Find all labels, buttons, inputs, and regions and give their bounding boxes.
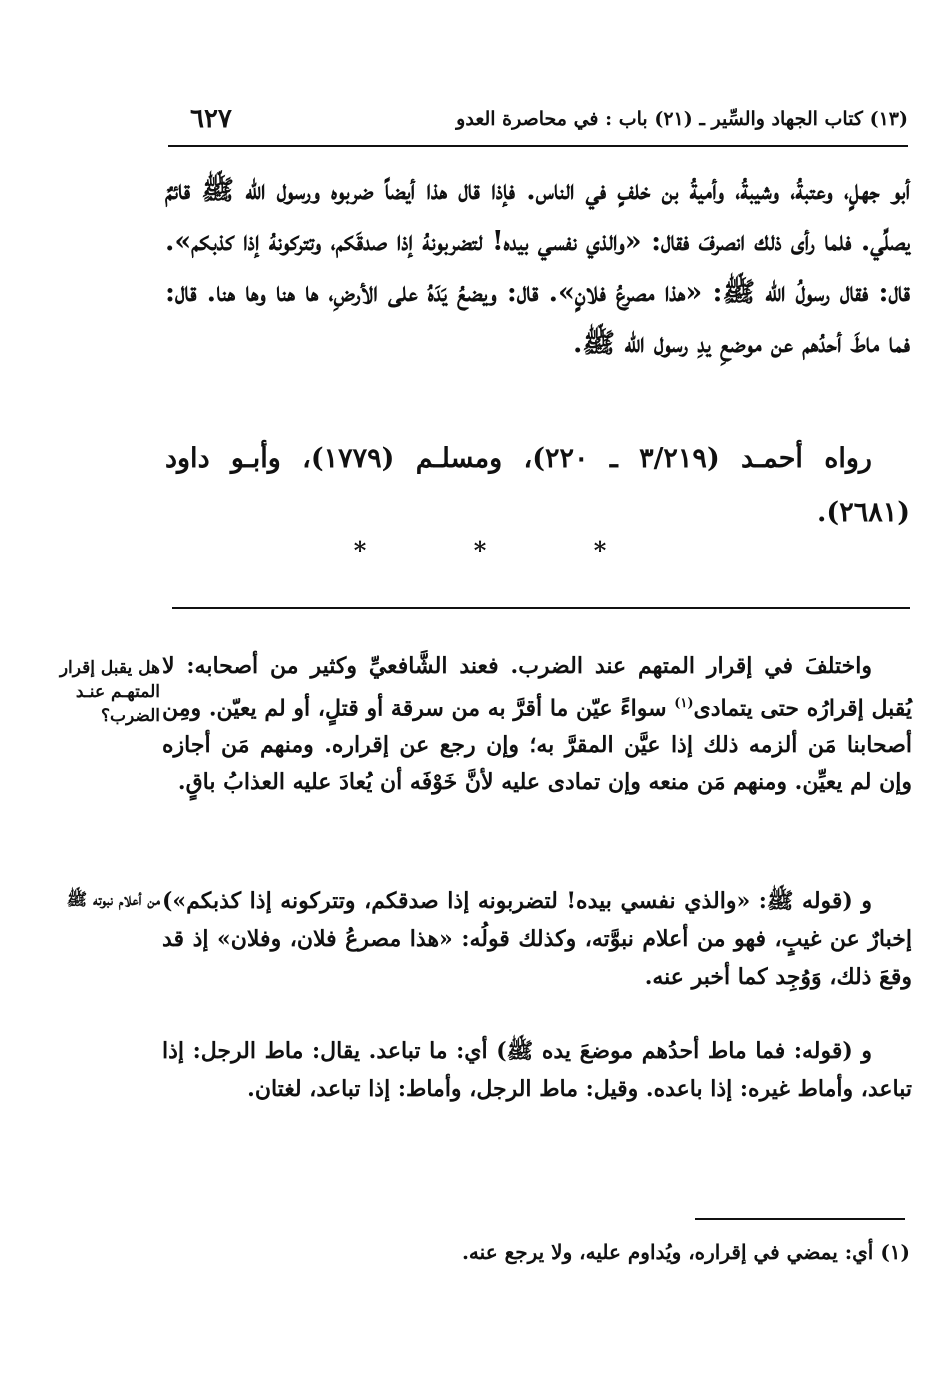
footnote: (١) أي: يمضي في إقراره، ويُداوم عليه، ولا يرجع عنه. <box>461 1240 910 1264</box>
commentary-paragraph <box>162 882 912 996</box>
section-separator <box>300 536 660 565</box>
star-ornament: * <box>473 536 487 565</box>
commentary-text: واختلفَ في إقرار المتهم عند الضرب. فعند الشَّافعيِّ وكثير من أصحابه: لا يُقبل إقرارُه حتى يتمادى <box>162 653 912 722</box>
star-ornament: * <box>353 536 367 565</box>
commentary-paragraph <box>162 1032 912 1108</box>
footnote-rule <box>695 1218 905 1220</box>
margin-note: هل يقبل إقرار المتهـم عنـد الضرب؟ <box>59 658 160 726</box>
commentary-paragraph <box>162 648 912 801</box>
footnote-reference[interactable]: (١) <box>674 696 694 711</box>
page-number: ٦٢٧ <box>190 104 232 134</box>
margin-note: من أعلام نبوته ﷺ <box>66 890 160 910</box>
header-title: (١٣) كتاب الجهاد والسِّير ـ (٢١) باب : في محاصرة العدو <box>456 108 908 130</box>
header-rule <box>168 145 908 147</box>
page-header <box>168 102 908 142</box>
hadith-source <box>165 432 910 540</box>
commentary-text: و (قوله ﷺ: «والذي نفسي بيده! لتضربونه إذا صدقكم، وتتركونه إذا كذبكم») إخبارٌ عن غيبٍ، فهو من أعلام نبوَّته، وكذلك قولُه: «هذا مصرعُ فلان، وفلان» إذ قد وقعَ ذلك، وَوُجِد كما أخبر عنه. <box>162 888 912 990</box>
source-text: رواه أحمـد (٣/٢١٩ ـ ٢٢٠)، ومسلـم (١٧٧٩)، وأبـو داود (٢٦٨١). <box>165 443 910 528</box>
commentary-text: و (قوله: فما ماط أحدُهم موضعَ يده ﷺ) أي: ما تباعد. يقال: ماط الرجل: إذا تباعد، وأماط غيره: إذا باعده. وقيل: ماط الرجل، وأماط: إذا تباعد، لغتان. <box>162 1038 912 1102</box>
hadith-text: أبو جهلٍ، وعتبةُ، وشيبةُ، وأميةُ بن خلفٍ في الناس. فإذا قال هذا أيضاً ضربوه ورسول الله ﷺ قائمٌ يصلِّي. فلما رأى ذلك انصرفَ فقال: «والذي نفسي بيده! لتضربونهُ إذا صدقَكم، وتتركونهُ إذا كذبكم». قال: فقال رسولُ الله ﷺ: «هذا مصرعُ فلانٍ». قال: ويضعُ يَدَهُ على الأرضِ، ها هنا وها هنا. قال: فما ماطَ أحدُهم عن موضعِ يدِ رسول الله ﷺ. <box>165 175 910 359</box>
commentary-text: سواءً عيّن ما أقرَّ به من سرقة أو قتلٍ، أو لم يعيّن. ومِن أصحابنا مَن ألزمه ذلك إذا عيَّن المقرَّ به؛ وإن رجع عن إقراره. ومنهم مَن أجازه وإن لم يعيِّن. ومنهم مَن منعه وإن تمادى عليه لأنَّ خَوْفَه أن يُعادَ عليه العذابُ باقٍ. <box>162 695 912 796</box>
commentary-divider <box>172 607 910 609</box>
star-ornament: * <box>593 536 607 565</box>
